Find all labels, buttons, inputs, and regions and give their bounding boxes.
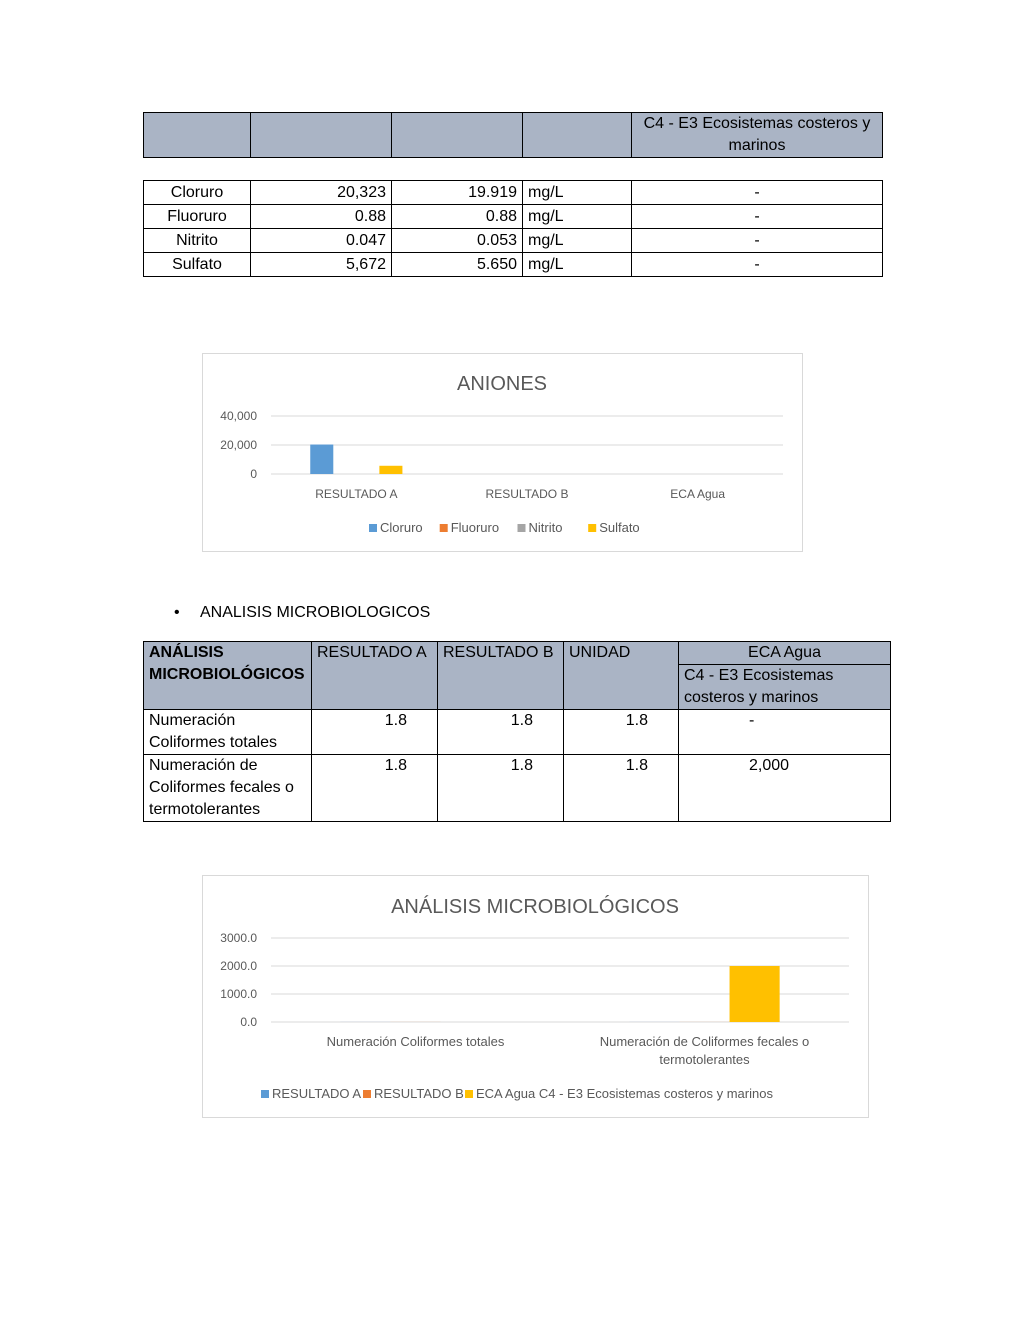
- micro-table: [143, 641, 891, 822]
- anion-name: Nitrito: [144, 229, 251, 253]
- result-a: 20,323: [251, 181, 392, 205]
- anion-name: Sulfato: [144, 253, 251, 277]
- unit: 1.8: [564, 710, 679, 755]
- table-row: [144, 755, 891, 822]
- y-tick-label: 1000.0: [220, 987, 257, 1001]
- x-tick-label: RESULTADO B: [485, 487, 569, 501]
- legend-label: Fluoruro: [450, 520, 500, 535]
- table-row: [144, 253, 883, 277]
- anion-name: Fluoruro: [144, 205, 251, 229]
- legend-label: RESULTADO B: [374, 1086, 464, 1101]
- result-a: 1.8: [312, 755, 438, 822]
- legend-swatch: [261, 1090, 269, 1098]
- analysis-name: Numeración Coliformes totales: [144, 710, 312, 755]
- result-b: 19.919: [392, 181, 523, 205]
- bar-sulfato: [379, 466, 402, 474]
- x-tick-label: ECA Agua: [670, 487, 726, 501]
- micro-chart: [202, 875, 869, 1118]
- table-row: [144, 205, 883, 229]
- unit: 1.8: [564, 755, 679, 822]
- bar-cloruro: [310, 445, 333, 474]
- eca-value: -: [632, 205, 883, 229]
- x-tick-label: RESULTADO A: [315, 487, 398, 501]
- legend-swatch: [369, 524, 377, 532]
- result-b: 1.8: [438, 755, 564, 822]
- y-tick-label: 40,000: [220, 409, 257, 423]
- header-analysis: ANÁLISIS MICROBIOLÓGICOS: [144, 642, 312, 710]
- table-row: [144, 181, 883, 205]
- anion-name: Cloruro: [144, 181, 251, 205]
- result-b: 1.8: [438, 710, 564, 755]
- table-row: [144, 710, 891, 755]
- result-b: 0.88: [392, 205, 523, 229]
- legend-label: ECA Agua C4 - E3 Ecosistemas costeros y marinos: [476, 1086, 773, 1101]
- eca-value: 2,000: [679, 755, 891, 822]
- header-cell-empty: [251, 113, 392, 158]
- eca-value: -: [632, 229, 883, 253]
- y-tick-label: 20,000: [220, 438, 257, 452]
- chart-title: ANÁLISIS MICROBIOLÓGICOS: [391, 896, 679, 918]
- header-result-b: RESULTADO B: [438, 642, 564, 710]
- header-eca: ECA Agua: [679, 642, 891, 665]
- result-b: 5.650: [392, 253, 523, 277]
- x-tick-label: Numeración Coliformes totales: [326, 1034, 505, 1049]
- x-tick-label: termotolerantes: [659, 1052, 750, 1067]
- continued-header-table: [143, 112, 883, 158]
- table-row: [144, 229, 883, 253]
- y-tick-label: 0.0: [240, 1015, 257, 1029]
- legend-label: RESULTADO A: [272, 1086, 362, 1101]
- result-b: 0.053: [392, 229, 523, 253]
- result-a: 5,672: [251, 253, 392, 277]
- header-cell-empty: [523, 113, 632, 158]
- header-eca-sub: C4 - E3 Ecosistemas costeros y marinos: [679, 665, 891, 710]
- header-result-a: RESULTADO A: [312, 642, 438, 710]
- bullet-dot: •: [174, 604, 180, 621]
- header-cell-empty: [144, 113, 251, 158]
- anions-table: [143, 180, 883, 277]
- result-a: 1.8: [312, 710, 438, 755]
- section-bullet: [174, 604, 430, 622]
- unit: mg/L: [523, 253, 632, 277]
- analysis-name: Numeración de Coliformes fecales o termotolerantes: [144, 755, 312, 822]
- y-tick-label: 3000.0: [220, 931, 257, 945]
- bar-eca-agua-c4-e3-ecosistemas-costeros-y-marinos: [730, 966, 780, 1022]
- anions-chart: [202, 353, 803, 552]
- result-a: 0.047: [251, 229, 392, 253]
- unit: mg/L: [523, 181, 632, 205]
- eca-value: -: [679, 710, 891, 755]
- legend-label: Cloruro: [380, 520, 423, 535]
- section-bullet-text: ANALISIS MICROBIOLOGICOS: [200, 604, 431, 621]
- legend-swatch: [440, 524, 448, 532]
- legend-label: Nitrito: [528, 520, 563, 535]
- legend-swatch: [363, 1090, 371, 1098]
- micro-chart-svg: [203, 876, 868, 1117]
- eca-value: -: [632, 181, 883, 205]
- eca-value: -: [632, 253, 883, 277]
- legend-swatch: [518, 524, 526, 532]
- legend-swatch: [588, 524, 596, 532]
- result-a: 0.88: [251, 205, 392, 229]
- legend-label: Sulfato: [599, 520, 640, 535]
- chart-title: ANIONES: [456, 373, 548, 395]
- header-cell-empty: [392, 113, 523, 158]
- unit: mg/L: [523, 205, 632, 229]
- anions-chart-svg: [203, 354, 802, 551]
- unit: mg/L: [523, 229, 632, 253]
- header-eca-sub: C4 - E3 Ecosistemas costeros y marinos: [632, 113, 883, 158]
- header-unit: UNIDAD: [564, 642, 679, 710]
- y-tick-label: 2000.0: [220, 959, 257, 973]
- x-tick-label: Numeración de Coliformes fecales o: [599, 1034, 810, 1049]
- y-tick-label: 0: [250, 467, 257, 481]
- legend-swatch: [465, 1090, 473, 1098]
